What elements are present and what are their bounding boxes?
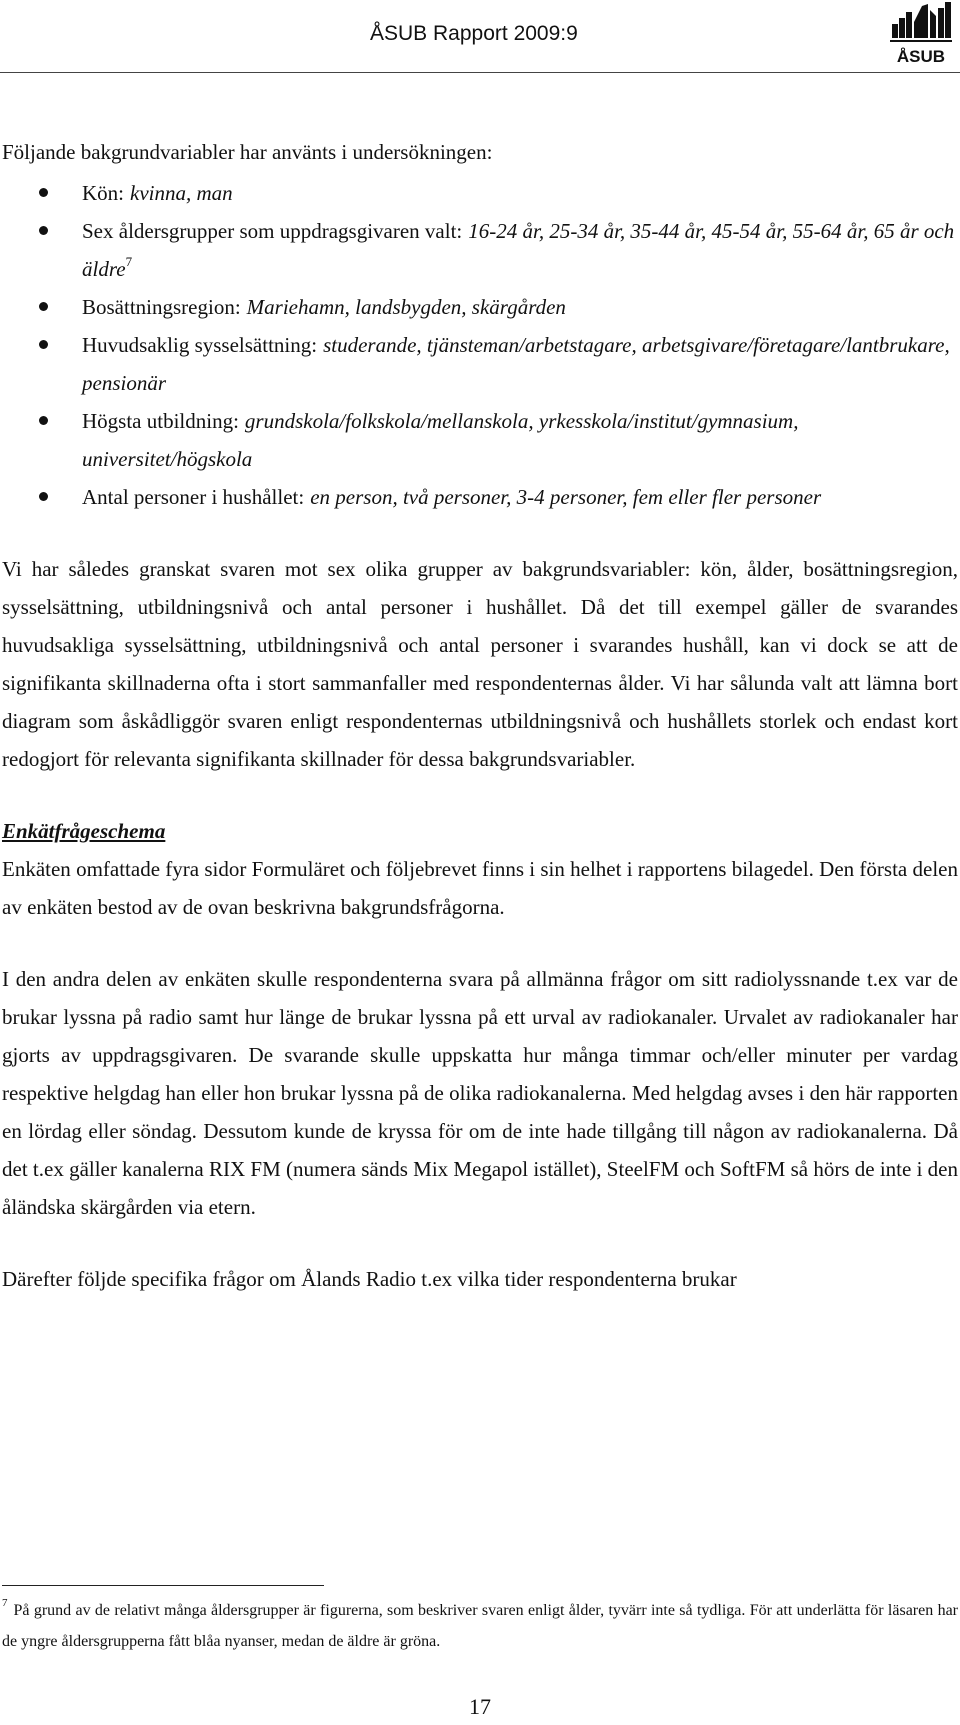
list-item — [2, 402, 958, 478]
footnote-divider — [2, 1585, 324, 1586]
list-item — [2, 326, 958, 402]
variable-label: Sex åldersgrupper som uppdragsgivaren valt: — [82, 219, 463, 243]
footnote-text: På grund av de relativt många åldersgrupper är figurerna, som beskriver svaren enligt ålder, tyvärr inte så tydliga. För att underlätta för läsaren har de yngre åldersgrupperna fått blåa nyanser, medan de äldre är gröna. — [2, 1602, 958, 1650]
variable-values: 16-24 år, 25-34 år, 35-44 år, 45-54 år, 55-64 år, 65 år och äldre — [82, 219, 955, 281]
bullet-icon — [39, 188, 48, 197]
asub-logo — [888, 2, 952, 66]
list-item — [2, 478, 958, 516]
variable-values: grundskola/folkskola/mellanskola, yrkesskola/institut/gymnasium, universitet/högskola — [82, 409, 799, 471]
variable-label: Högsta utbildning: — [82, 409, 239, 433]
variable-values: kvinna, man — [130, 181, 233, 205]
list-item — [2, 288, 958, 326]
variable-values: studerande, tjänsteman/arbetstagare, arbetsgivare/företagare/lantbrukare, pensionär — [82, 333, 950, 395]
variable-values: Mariehamn, landsbygden, skärgården — [246, 295, 566, 319]
page-header — [0, 0, 960, 78]
report-title: ÅSUB Rapport 2009:9 — [370, 22, 578, 45]
variable-label: Kön: — [82, 181, 124, 205]
footnote — [2, 1595, 958, 1657]
body-paragraph-survey: Enkäten omfattade fyra sidor Formuläret och följebrevet finns i sin helhet i rapportens bilagedel. Den första delen av enkäten bestod av de ovan beskrivna bakgrundsfrågorna. — [2, 857, 958, 919]
document-body — [2, 133, 958, 1298]
variable-label: Antal personer i hushållet: — [82, 485, 305, 509]
variable-label: Bosättningsregion: — [82, 295, 241, 319]
footnote-marker: 7 — [2, 1596, 8, 1609]
section-heading: Enkätfrågeschema — [2, 819, 166, 843]
body-paragraph-variables: Vi har således granskat svaren mot sex olika grupper av bakgrundsvariabler: kön, ålder, bosättningsregion, sysselsättning, utbildningsnivå och antal personer i hushållet. Då det till exempel gäller de svarandes huvudsakliga sysselsättning, utbildningsnivå och antal personer i svarandes hushåll, kan vi dock se att de signifikanta skillnaderna ofta i stort sammanfaller med respondenternas ålder. Vi har sålunda valt att lämna bort diagram som åskådliggör svaren enligt respondenternas utbildningsnivå och hushållets storlek och endast kort redogjort för relevanta signifikanta skillnader för dessa bakgrundsvariabler. — [2, 557, 958, 771]
bullet-icon — [39, 226, 48, 235]
body-paragraph-radio: I den andra delen av enkäten skulle respondenterna svara på allmänna frågor om sitt radiolyssnande t.ex var de brukar lyssna på radio samt hur länge de brukar lyssna på ett urval av radiokanaler. Urvalet av radiokanaler har gjorts av uppdragsgivaren. De svarande skulle uppskatta hur många timmar och/eller minuter per vardag respektive helgdag han eller hon brukar lyssna på de olika radiokanalerna. Med helgdag avses i den här rapporten en lördag eller söndag. Dessutom kunde de kryssa för om de inte hade tillgång till någon av radiokanalerna. Då det t.ex gäller kanalerna RIX FM (numera sänds Mix Megapol istället), SteelFM och SoftFM så hörs de inte i den åländska skärgården via etern. — [2, 967, 958, 1219]
footnote-reference: 7 — [125, 254, 133, 269]
header-rule — [0, 72, 960, 73]
background-variables-list — [2, 174, 958, 516]
bullet-icon — [39, 340, 48, 349]
bullet-icon — [39, 416, 48, 425]
svg-text:ÅSUB: ÅSUB — [896, 47, 946, 66]
bullet-icon — [39, 302, 48, 311]
variable-values: en person, två personer, 3-4 personer, fem eller fler personer — [310, 485, 822, 509]
bullet-icon — [39, 492, 48, 501]
list-item — [2, 212, 958, 288]
variable-label: Huvudsaklig sysselsättning: — [82, 333, 318, 357]
body-paragraph-aland-radio: Därefter följde specifika frågor om Ålands Radio t.ex vilka tider respondenterna brukar — [2, 1267, 737, 1291]
page-number: 17 — [469, 1694, 491, 1719]
variables-intro: Följande bakgrundvariabler har använts i undersökningen: — [2, 140, 493, 164]
list-item — [2, 174, 958, 212]
